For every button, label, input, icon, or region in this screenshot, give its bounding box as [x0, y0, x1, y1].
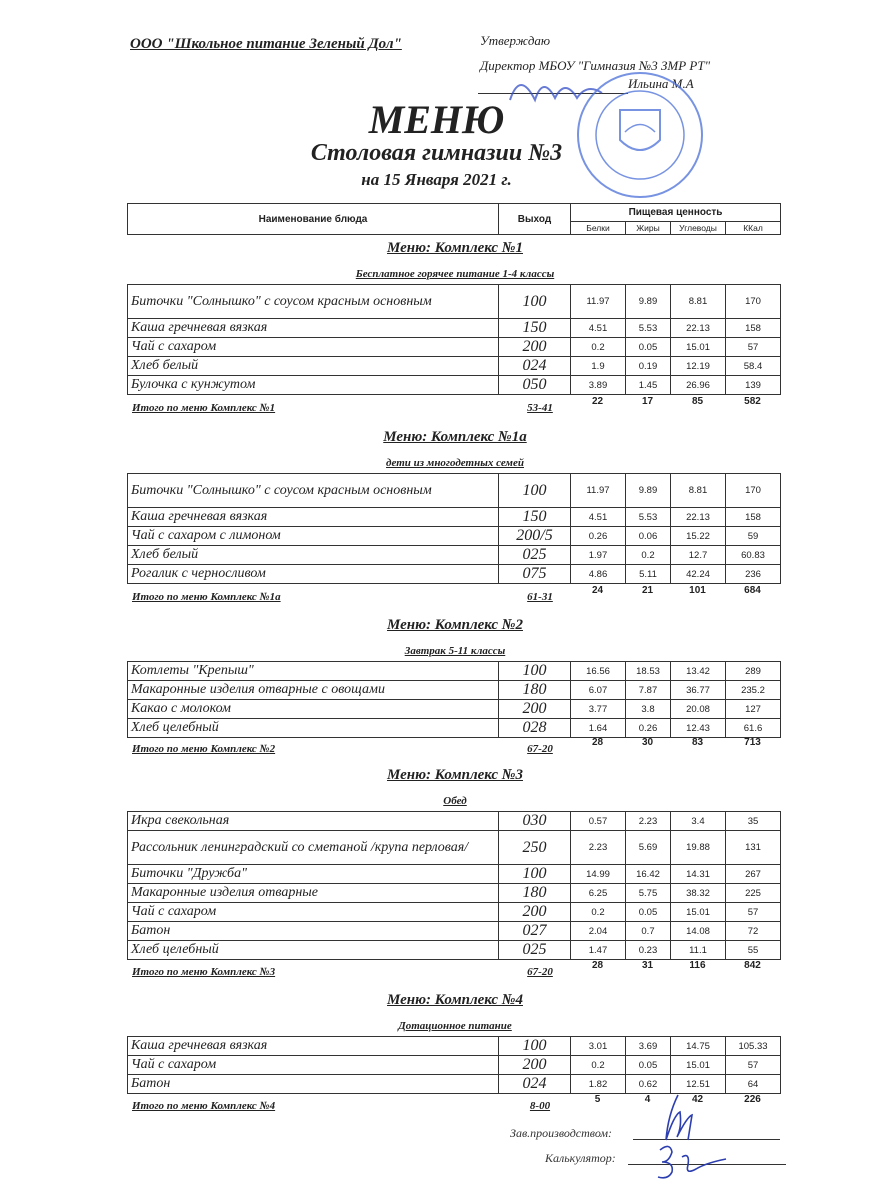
- dish-kcal: 139: [726, 376, 781, 395]
- dish-row: [128, 865, 781, 884]
- dish-carbs: 12.19: [671, 357, 726, 376]
- dish-output: 200: [499, 700, 571, 719]
- total-carbs: 101: [689, 585, 706, 596]
- dish-name: Чай с сахаром: [128, 338, 499, 357]
- section-subtitle: дети из многодетных семей: [386, 457, 524, 469]
- dish-carbs: 11.1: [671, 941, 726, 960]
- dish-name: Рогалик с черносливом: [128, 565, 499, 584]
- dish-kcal: 158: [726, 319, 781, 338]
- header-proteins: Белки: [571, 221, 626, 234]
- dish-proteins: 3.01: [571, 1037, 626, 1056]
- dish-fats: 0.19: [626, 357, 671, 376]
- dish-proteins: 3.89: [571, 376, 626, 395]
- dish-kcal: 57: [726, 338, 781, 357]
- dish-row: [128, 884, 781, 903]
- dish-fats: 5.75: [626, 884, 671, 903]
- section-total: [132, 960, 782, 982]
- section-subtitle: Бесплатное горячее питание 1-4 классы: [355, 268, 555, 280]
- dish-proteins: 0.26: [571, 527, 626, 546]
- dish-row: [128, 831, 781, 865]
- dish-carbs: 19.88: [671, 831, 726, 865]
- document-date: на 15 Января 2021 г.: [361, 170, 512, 189]
- dish-proteins: 2.04: [571, 922, 626, 941]
- dish-row: [128, 681, 781, 700]
- section-title: Меню: Комплекс №4: [387, 992, 523, 1008]
- dish-carbs: 15.01: [671, 903, 726, 922]
- dish-name: Макаронные изделия отварные с овощами: [128, 681, 499, 700]
- total-proteins: 24: [591, 585, 604, 596]
- dish-carbs: 36.77: [671, 681, 726, 700]
- dish-kcal: 170: [726, 474, 781, 508]
- dish-name: Икра свекольная: [128, 812, 499, 831]
- dish-name: Батон: [128, 922, 499, 941]
- section-total: [132, 585, 782, 607]
- dish-fats: 9.89: [626, 474, 671, 508]
- dish-carbs: 13.42: [671, 662, 726, 681]
- dish-fats: 7.87: [626, 681, 671, 700]
- dish-proteins: 6.25: [571, 884, 626, 903]
- total-label: Итого по меню Комплекс №3: [132, 966, 276, 978]
- dish-name: Чай с сахаром: [128, 1056, 499, 1075]
- dish-kcal: 267: [726, 865, 781, 884]
- dish-row: [128, 719, 781, 738]
- dish-fats: 0.62: [626, 1075, 671, 1094]
- dish-kcal: 57: [726, 1056, 781, 1075]
- dish-proteins: 2.23: [571, 831, 626, 865]
- dish-row: [128, 903, 781, 922]
- total-carbs: 116: [689, 960, 706, 971]
- dish-name: Чай с сахаром: [128, 903, 499, 922]
- dish-kcal: 127: [726, 700, 781, 719]
- dish-row: [128, 941, 781, 960]
- dish-row: [128, 565, 781, 584]
- dish-kcal: 61.6: [726, 719, 781, 738]
- dish-proteins: 11.97: [571, 285, 626, 319]
- dish-output: 100: [499, 662, 571, 681]
- dish-row: [128, 508, 781, 527]
- dish-output: 100: [499, 285, 571, 319]
- dish-name: Каша гречневая вязкая: [128, 508, 499, 527]
- dish-name: Каша гречневая вязкая: [128, 1037, 499, 1056]
- section-subtitle: Обед: [443, 795, 467, 807]
- dish-output: 200/5: [499, 527, 571, 546]
- dish-proteins: 1.9: [571, 357, 626, 376]
- dish-name: Каша гречневая вязкая: [128, 319, 499, 338]
- column-header-table: [127, 203, 781, 235]
- dish-name: Рассольник ленинградский со сметаной /крупа перловая/: [128, 831, 499, 865]
- dish-row: [128, 338, 781, 357]
- header-fats: Жиры: [626, 221, 671, 234]
- dish-proteins: 0.57: [571, 812, 626, 831]
- dish-fats: 5.11: [626, 565, 671, 584]
- total-proteins: 22: [591, 396, 604, 407]
- dish-kcal: 131: [726, 831, 781, 865]
- dish-kcal: 60.83: [726, 546, 781, 565]
- dish-name: Хлеб белый: [128, 546, 499, 565]
- total-fats: 17: [641, 396, 654, 407]
- dish-output: 200: [499, 903, 571, 922]
- dish-output: 180: [499, 884, 571, 903]
- dish-output: 250: [499, 831, 571, 865]
- dish-proteins: 0.2: [571, 903, 626, 922]
- section-title: Меню: Комплекс №1: [387, 240, 523, 256]
- section-title: Меню: Комплекс №2: [387, 617, 523, 633]
- dish-output: 150: [499, 319, 571, 338]
- total-price: 67-20: [527, 966, 553, 978]
- section-table: [127, 811, 781, 960]
- total-label: Итого по меню Комплекс №2: [132, 743, 276, 755]
- dish-kcal: 289: [726, 662, 781, 681]
- dish-proteins: 14.99: [571, 865, 626, 884]
- dish-kcal: 225: [726, 884, 781, 903]
- total-label: Итого по меню Комплекс №4: [132, 1099, 276, 1112]
- section-total: [132, 396, 782, 418]
- dish-row: [128, 285, 781, 319]
- dish-name: Биточки "Солнышко" с соусом красным основным: [128, 474, 499, 508]
- dish-name: Хлеб целебный: [128, 719, 499, 738]
- dish-proteins: 11.97: [571, 474, 626, 508]
- dish-output: 180: [499, 681, 571, 700]
- dish-fats: 0.05: [626, 1056, 671, 1075]
- dish-kcal: 158: [726, 508, 781, 527]
- dish-fats: 0.05: [626, 903, 671, 922]
- total-kcal: 582: [744, 396, 761, 407]
- dish-fats: 5.53: [626, 508, 671, 527]
- dish-name: Макаронные изделия отварные: [128, 884, 499, 903]
- header-dish-name: Наименование блюда: [128, 204, 499, 235]
- document-title: МЕНЮ: [368, 97, 505, 142]
- dish-output: 028: [499, 719, 571, 738]
- dish-fats: 0.7: [626, 922, 671, 941]
- dish-row: [128, 662, 781, 681]
- dish-kcal: 235.2: [726, 681, 781, 700]
- total-price: 53-41: [527, 402, 553, 414]
- dish-output: 025: [499, 941, 571, 960]
- dish-proteins: 1.97: [571, 546, 626, 565]
- total-proteins: 28: [591, 960, 604, 971]
- header-output: Выход: [499, 204, 571, 235]
- dish-row: [128, 812, 781, 831]
- dish-row: [128, 527, 781, 546]
- dish-output: 024: [499, 357, 571, 376]
- dish-fats: 18.53: [626, 662, 671, 681]
- dish-carbs: 42.24: [671, 565, 726, 584]
- dish-output: 100: [499, 865, 571, 884]
- total-kcal: 684: [744, 585, 761, 596]
- header-kcal: ККал: [726, 221, 781, 234]
- section-subtitle: Дотационное питание: [398, 1020, 512, 1032]
- section-table: [127, 661, 781, 738]
- dish-carbs: 20.08: [671, 700, 726, 719]
- dish-kcal: 105.33: [726, 1037, 781, 1056]
- total-fats: 31: [641, 960, 654, 971]
- header-carbs: Углеводы: [671, 221, 726, 234]
- approve-label: Утверждаю: [480, 33, 551, 48]
- dish-row: [128, 922, 781, 941]
- dish-name: Хлеб целебный: [128, 941, 499, 960]
- dish-output: 025: [499, 546, 571, 565]
- section-title: Меню: Комплекс №1а: [383, 429, 527, 445]
- total-proteins: 5: [594, 1093, 601, 1105]
- dish-proteins: 0.2: [571, 338, 626, 357]
- dish-output: 075: [499, 565, 571, 584]
- dish-row: [128, 319, 781, 338]
- dish-carbs: 12.43: [671, 719, 726, 738]
- dish-row: [128, 376, 781, 395]
- total-kcal: 226: [744, 1093, 761, 1105]
- dish-proteins: 4.51: [571, 508, 626, 527]
- dish-row: [128, 700, 781, 719]
- dish-carbs: 22.13: [671, 508, 726, 527]
- dish-name: Батон: [128, 1075, 499, 1094]
- dish-row: [128, 546, 781, 565]
- production-head-label: Зав.производством:: [510, 1126, 613, 1140]
- dish-fats: 0.23: [626, 941, 671, 960]
- dish-fats: 9.89: [626, 285, 671, 319]
- dish-row: [128, 357, 781, 376]
- dish-carbs: 14.75: [671, 1037, 726, 1056]
- dish-carbs: 8.81: [671, 285, 726, 319]
- total-proteins: 28: [591, 737, 604, 748]
- dish-name: Биточки "Солнышко" с соусом красным основным: [128, 285, 499, 319]
- section-table: [127, 284, 781, 395]
- dish-output: 150: [499, 508, 571, 527]
- dish-carbs: 14.31: [671, 865, 726, 884]
- document-subtitle: Столовая гимназии №3: [310, 140, 563, 166]
- dish-kcal: 55: [726, 941, 781, 960]
- dish-output: 100: [499, 1037, 571, 1056]
- total-price: 67-20: [527, 743, 553, 755]
- dish-carbs: 12.51: [671, 1075, 726, 1094]
- dish-proteins: 0.2: [571, 1056, 626, 1075]
- total-fats: 30: [641, 737, 654, 748]
- dish-proteins: 6.07: [571, 681, 626, 700]
- section-table: [127, 473, 781, 584]
- dish-fats: 0.2: [626, 546, 671, 565]
- dish-output: 200: [499, 338, 571, 357]
- dish-name: Биточки "Дружба": [128, 865, 499, 884]
- dish-carbs: 38.32: [671, 884, 726, 903]
- dish-name: Котлеты "Крепыш": [128, 662, 499, 681]
- total-kcal: 713: [744, 737, 761, 748]
- dish-row: [128, 1037, 781, 1056]
- dish-fats: 3.8: [626, 700, 671, 719]
- dish-output: 030: [499, 812, 571, 831]
- dish-carbs: 12.7: [671, 546, 726, 565]
- dish-fats: 0.05: [626, 338, 671, 357]
- section-subtitle: Завтрак 5-11 классы: [404, 645, 506, 657]
- total-carbs: 85: [691, 396, 704, 407]
- dish-fats: 2.23: [626, 812, 671, 831]
- director-name: Ильина М.А: [628, 76, 694, 91]
- dish-kcal: 58.4: [726, 357, 781, 376]
- dish-kcal: 72: [726, 922, 781, 941]
- director-title: Директор МБОУ "Гимназия №3 ЗМР РТ": [480, 58, 711, 73]
- dish-proteins: 1.82: [571, 1075, 626, 1094]
- dish-name: Чай с сахаром с лимоном: [128, 527, 499, 546]
- dish-proteins: 1.47: [571, 941, 626, 960]
- dish-kcal: 59: [726, 527, 781, 546]
- total-label: Итого по меню Комплекс №1: [132, 402, 276, 414]
- total-price: 8-00: [529, 1099, 551, 1112]
- dish-carbs: 22.13: [671, 319, 726, 338]
- dish-fats: 5.69: [626, 831, 671, 865]
- section-title: Меню: Комплекс №3: [387, 767, 523, 783]
- dish-fats: 0.26: [626, 719, 671, 738]
- dish-row: [128, 474, 781, 508]
- organization-name: ООО "Школьное питание Зеленый Дол": [130, 36, 402, 52]
- dish-kcal: 57: [726, 903, 781, 922]
- dish-carbs: 14.08: [671, 922, 726, 941]
- dish-carbs: 15.01: [671, 338, 726, 357]
- dish-carbs: 8.81: [671, 474, 726, 508]
- dish-carbs: 26.96: [671, 376, 726, 395]
- dish-carbs: 15.22: [671, 527, 726, 546]
- dish-proteins: 4.51: [571, 319, 626, 338]
- dish-carbs: 15.01: [671, 1056, 726, 1075]
- dish-kcal: 236: [726, 565, 781, 584]
- total-carbs: 83: [691, 737, 704, 748]
- dish-proteins: 3.77: [571, 700, 626, 719]
- dish-name: Булочка с кунжутом: [128, 376, 499, 395]
- dish-fats: 0.06: [626, 527, 671, 546]
- dish-carbs: 3.4: [671, 812, 726, 831]
- dish-kcal: 170: [726, 285, 781, 319]
- total-kcal: 842: [744, 960, 761, 971]
- header-nutrition: Пищевая ценность: [571, 204, 781, 222]
- dish-output: 100: [499, 474, 571, 508]
- total-fats: 21: [641, 585, 654, 596]
- section-total: [132, 737, 782, 759]
- dish-fats: 16.42: [626, 865, 671, 884]
- dish-output: 050: [499, 376, 571, 395]
- dish-kcal: 35: [726, 812, 781, 831]
- dish-fats: 1.45: [626, 376, 671, 395]
- dish-fats: 5.53: [626, 319, 671, 338]
- dish-proteins: 16.56: [571, 662, 626, 681]
- dish-row: [128, 1056, 781, 1075]
- dish-kcal: 64: [726, 1075, 781, 1094]
- dish-proteins: 4.86: [571, 565, 626, 584]
- dish-name: Хлеб белый: [128, 357, 499, 376]
- total-label: Итого по меню Комплекс №1а: [132, 591, 281, 603]
- dish-output: 024: [499, 1075, 571, 1094]
- dish-name: Какао с молоком: [128, 700, 499, 719]
- dish-proteins: 1.64: [571, 719, 626, 738]
- dish-fats: 3.69: [626, 1037, 671, 1056]
- handwritten-signatures: [620, 1085, 730, 1185]
- total-price: 61-31: [527, 591, 553, 603]
- total-carbs: 42: [691, 1093, 704, 1105]
- dish-output: 200: [499, 1056, 571, 1075]
- dish-output: 027: [499, 922, 571, 941]
- total-fats: 4: [644, 1093, 651, 1105]
- calculator-label: Калькулятор:: [545, 1151, 616, 1165]
